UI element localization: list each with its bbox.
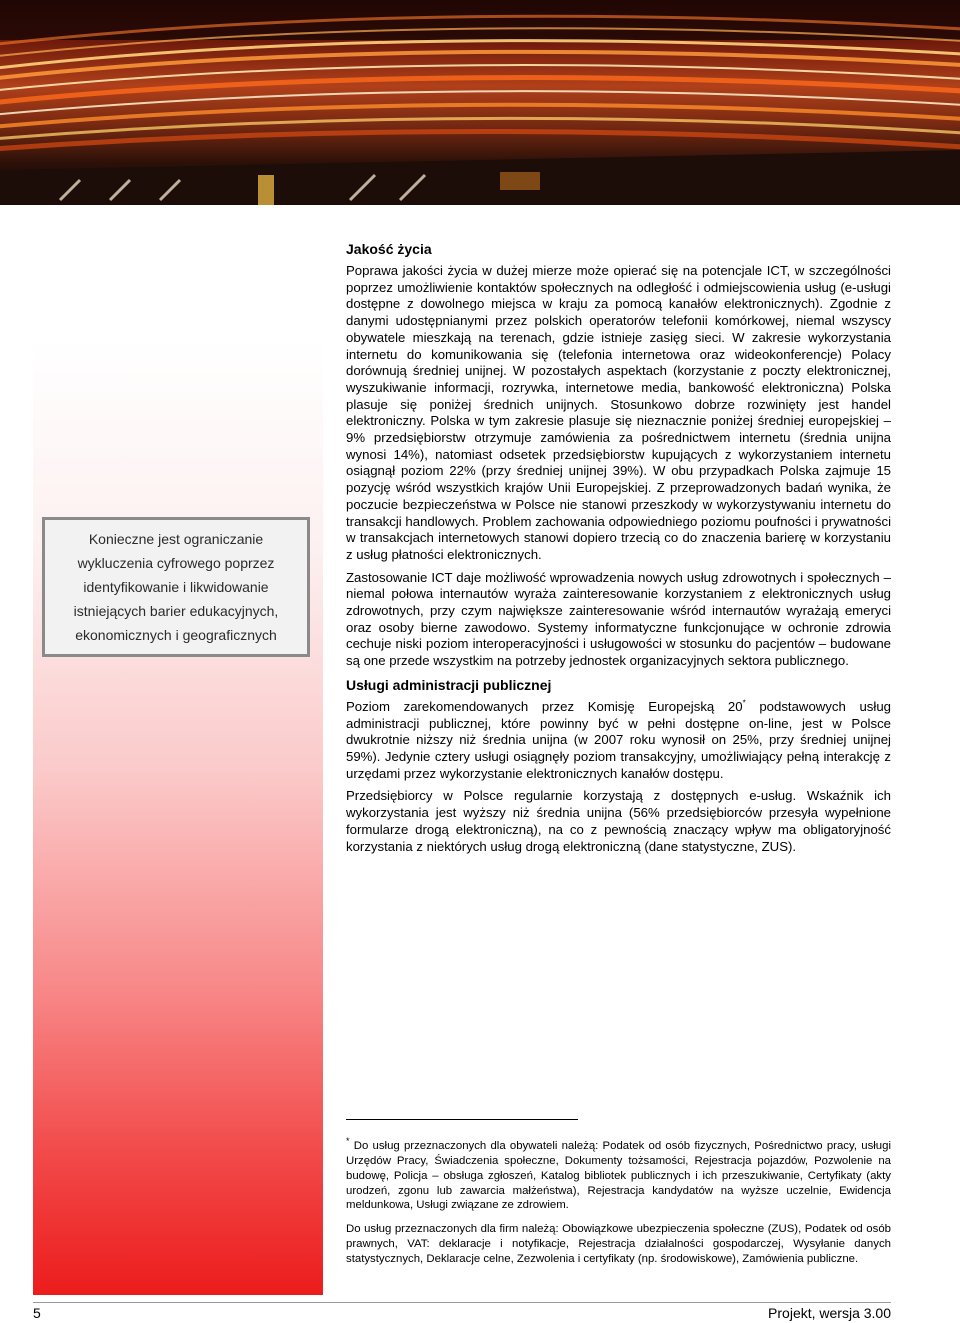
paragraph: Przedsiębiorcy w Polsce regularnie korzystają z dostępnych e-usług. Wskaźnik ich wykorzystania jest wyższy niż średnia unijna (56% przedsiębiorców przesyła wypełnione formularze drogą elektroniczną), na co z pewnością znaczący wpływ ma obligatoryjność korzystania z niektórych usług drogą elektroniczną (dane statystyczne, ZUS). [346,788,891,854]
pull-quote-box [42,517,310,657]
footnotes [346,1134,891,1276]
header-photo-banner [0,0,960,205]
paragraph-text: Poziom zarekomendowanych przez Komisję Europejską 20 [346,698,743,714]
page-number: 5 [33,1305,41,1321]
footnote [346,1134,891,1213]
footer-divider [33,1302,891,1303]
footnote-separator [346,1119,578,1120]
main-text-column [346,240,891,861]
footnote-reference: * [742,698,746,708]
paragraph: Zastosowanie ICT daje możliwość wprowadzenia nowych usług zdrowotnych i społecznych – niemal połowa internautów wyraża zainteresowanie korzystaniem z elektronicznych usług zdrowotnych, przy czym największe zainteresowanie wśród internautów wyrażają emeryci oraz osoby bierne zawodowo. Systemy informatyczne funkcjonujące w ochronie zdrowia cechuje niski poziom interoperacyjności i usługowości w stosunku do pacjentów – budowane są one przede wszystkim na potrzeby jednostek organizacyjnych sektora publicznego. [346,569,891,669]
sidebar-gradient-panel [33,340,323,1295]
footnote-mark: * [346,1136,350,1146]
section-heading-public-services: Usługi administracji publicznej [346,676,552,693]
paragraph: Poprawa jakości życia w dużej mierze może opierać się na potencjale ICT, w szczególności poprzez umożliwienie kontaktów społecznych na odległość i odmiejscowienia usług (e-usługi dostępne z dowolnego miejsca w kraju za pomocą kanałów elektronicznych). Zgodnie z danymi udostępnianymi przez polskich operatorów telefonii komórkowej, niemal wszyscy obywatele mieszkają na terenach, gdzie istnieje zasięg sieci. W zakresie wykorzystania internetu do komunikowania się (telefonia internetowa oraz wideokonferencje) Polacy dorównują średniej unijnej. W pozostałych aspektach (korzystanie z poczty elektronicznej, wyszukiwanie informacji, rozrywka, internetowe media, bankowość elektroniczna) Polska plasuje się poniżej średnich unijnych. Stosunkowo dobrze rozwinięty jest handel elektroniczny. Polska w tym zakresie plasuje się nieznacznie poniżej średniej europejskiej – 9% przedsiębiorstw otrzymuje zamówienia za pośrednictwem internetu (średnia unijna wynosi 14%), natomiast odsetek przedsiębiorstw kupujących z wykorzystaniem internetu osiągnął poziom 22% (przy średniej unijnej 39%). W obu przypadkach Polska zajmuje 15 pozycję wśród wszystkich krajów Unii Europejskiej. Z przeprowadzonych badań wynika, że poczucie bezpieczeństwa w Polsce nie stanowi przeszkody w wykorzystywaniu internetu do transakcji handlowych. Problem zachowania odpowiedniego poziomu poufności i prywatności w transakcjach internetowych stanowi dopiero trzecią co do znaczenia barierę w korzystaniu z usług płatności elektronicznych. [346,263,891,562]
traffic-light-trails-image [0,0,960,205]
paragraph [346,699,891,783]
footnote: Do usług przeznaczonych dla firm należą: Obowiązkowe ubezpieczenia społeczne (ZUS), Podatek od osób prawnych, VAT: deklaracje i notyfikacje, Rejestracja działalności gospodarczej, Wysyłanie danych statystycznych, Deklaracje celne, Zezwolenia i certyfikaty (np. środowiskowe), Zamówienia publiczne. [346,1223,891,1266]
paragraph-text: podstawowych usług administracji publicznej, które powinny być w pełni dostępne on-line, jest w Polsce dwukrotnie niższy niż średnia unijna (w 2007 roku wynosił on 25%, przy średniej unijnej 59%). Jedynie cztery usługi osiągnęły poziom transakcyjny, umożliwiający pełną interakcję z urzędami przez wykorzystanie elektronicznych kanałów dostępu. [346,698,891,781]
pull-quote-text: Konieczne jest ograniczanie wykluczenia cyfrowego poprzez identyfikowanie i likwidowanie istniejących barier edukacyjnych, ekonomicznych i geograficznych [73,531,279,643]
footnote-text: Do usług przeznaczonych dla obywateli należą: Podatek od osób fizycznych, Pośrednictwo pracy, usługi Urzędów Pracy, Świadczenia społeczne, Dokumenty tożsamości, Rejestracja pojazdów, Pozwolenie na budowę, Policja – obsługa zgłoszeń, Katalog bibliotek publicznych i ich przeszukiwanie, Certyfikaty (akty urodzeń, zgonu lub zawarcia małżeństwa), Rejestracja kandydatów na wyższe uczelnie, Ewidencja meldunkowa, Usługi związane ze zdrowiem. [346,1139,891,1212]
document-version: Projekt, wersja 3.00 [768,1305,891,1321]
section-heading-quality-of-life: Jakość życia [346,241,432,257]
